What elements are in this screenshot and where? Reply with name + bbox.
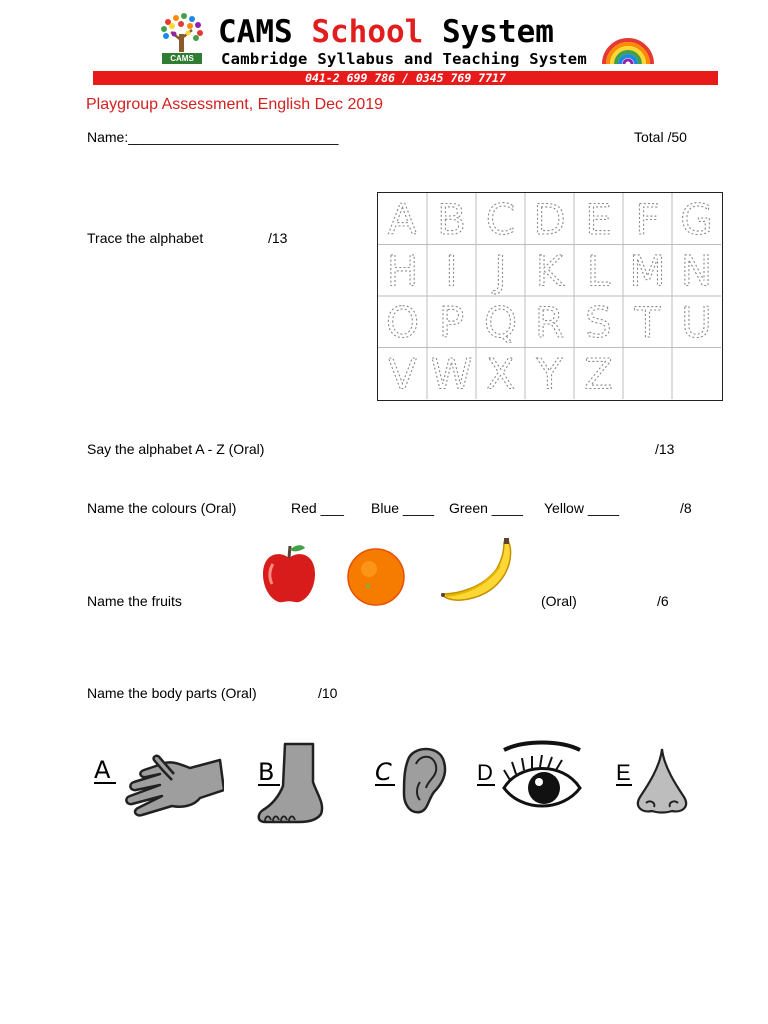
trace-letter-o: O bbox=[385, 297, 420, 347]
trace-letter-j: J bbox=[494, 246, 507, 296]
trace-letter-w: W bbox=[430, 349, 473, 399]
eye-icon bbox=[500, 740, 584, 821]
colour-red: Red ___ bbox=[291, 500, 344, 516]
trace-letter-t: T bbox=[634, 297, 661, 347]
trace-letter-l: L bbox=[586, 246, 611, 296]
banana-icon bbox=[438, 538, 514, 609]
body-part-letter-e bbox=[616, 760, 632, 786]
school-name-part2: School bbox=[311, 14, 424, 50]
orange-icon bbox=[345, 547, 407, 612]
trace-letter-g: G bbox=[680, 194, 713, 244]
school-logo bbox=[156, 12, 208, 68]
trace-letter-q: Q bbox=[483, 297, 518, 347]
body-part-letter-d bbox=[477, 760, 495, 786]
page-title: Playgroup Assessment, English Dec 2019 bbox=[86, 96, 384, 113]
body-part-letter-d-text: D bbox=[477, 760, 493, 785]
trace-letter-e: E bbox=[585, 194, 612, 244]
trace-letter-u: U bbox=[681, 297, 712, 347]
fruits-label: Name the fruits bbox=[87, 593, 182, 609]
body-part-letter-a bbox=[94, 756, 116, 784]
trace-letter-y: Y bbox=[536, 349, 563, 399]
colour-blue: Blue ____ bbox=[371, 500, 435, 516]
trace-letter-a: A bbox=[388, 194, 417, 244]
trace-letter-f: F bbox=[635, 194, 660, 244]
body-part-letter-e-text: E bbox=[616, 760, 631, 785]
trace-letter-n: N bbox=[680, 246, 713, 296]
fruits-score: /6 bbox=[657, 593, 669, 609]
logo-badge-text: CAMS bbox=[170, 54, 194, 63]
colours-score: /8 bbox=[680, 500, 692, 516]
foot-icon bbox=[255, 742, 327, 831]
ear-icon bbox=[398, 742, 450, 821]
school-name-part3: System bbox=[423, 14, 554, 50]
say-alphabet-label: Say the alphabet A - Z (Oral) bbox=[87, 441, 265, 457]
trace-letter-b: B bbox=[437, 194, 466, 244]
trace-letter-s: S bbox=[585, 297, 612, 347]
school-name bbox=[218, 14, 554, 50]
body-parts-score: /10 bbox=[318, 685, 338, 701]
school-name-part1: CAMS bbox=[218, 14, 312, 50]
trace-letter-x: X bbox=[486, 349, 515, 399]
body-part-letter-c bbox=[375, 758, 395, 786]
alphabet-trace-grid bbox=[377, 192, 723, 401]
say-alphabet-score: /13 bbox=[655, 441, 675, 457]
total-score: Total /50 bbox=[634, 129, 687, 145]
body-part-letter-b-text: B bbox=[258, 758, 275, 786]
colours-label: Name the colours (Oral) bbox=[87, 500, 237, 516]
trace-letter-v: V bbox=[388, 349, 417, 399]
colour-yellow: Yellow ____ bbox=[544, 500, 619, 516]
rainbow-icon bbox=[600, 22, 656, 71]
trace-letter-k: K bbox=[535, 246, 564, 296]
body-part-letter-a-text: A bbox=[94, 756, 111, 784]
hand-icon bbox=[120, 750, 224, 827]
apple-icon bbox=[259, 542, 319, 611]
trace-letter-d: D bbox=[533, 194, 566, 244]
trace-letter-h: H bbox=[386, 246, 419, 296]
phone-bar bbox=[93, 71, 718, 85]
body-parts-label: Name the body parts (Oral) bbox=[87, 685, 257, 701]
name-field-label: Name:___________________________ bbox=[87, 129, 339, 145]
alphabet-grid-svg bbox=[378, 193, 721, 399]
trace-letter-c: C bbox=[485, 194, 516, 244]
trace-letter-z: Z bbox=[584, 349, 613, 399]
trace-letter-r: R bbox=[534, 297, 565, 347]
trace-letter-m: M bbox=[629, 246, 666, 296]
body-part-letter-c-text: C bbox=[375, 758, 392, 786]
trace-letter-i: I bbox=[445, 246, 458, 296]
phone-numbers: 041-2 699 786 / 0345 769 7717 bbox=[305, 71, 506, 85]
nose-icon bbox=[632, 747, 692, 820]
trace-letter-p: P bbox=[438, 297, 465, 347]
colour-green: Green ____ bbox=[449, 500, 523, 516]
trace-label: Trace the alphabet bbox=[87, 230, 204, 246]
fruits-oral-label: (Oral) bbox=[541, 593, 577, 609]
school-subtitle: Cambridge Syllabus and Teaching System bbox=[221, 50, 588, 68]
trace-score: /13 bbox=[268, 230, 288, 246]
